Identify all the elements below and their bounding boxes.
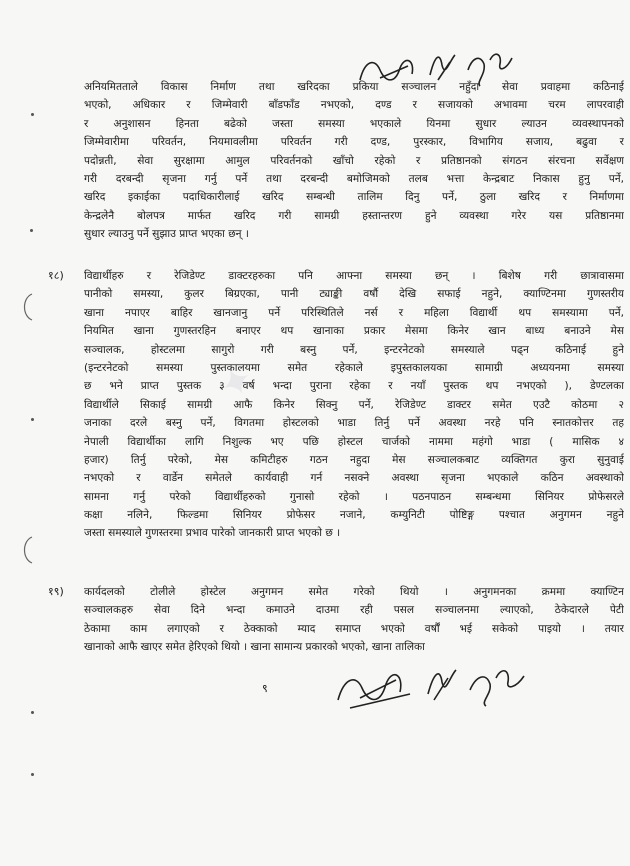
intro-paragraph [84,78,624,244]
item-19-line: कार्यदलको टोलीले होस्टेल अनुगमन समेत गरेको थियो । अनुगमनका क्रममा क्याण्टिन [84,586,624,598]
item-18-line: जनाका दरले बस्नु पर्ने, विगतमा होस्टलको भाडा तिर्नु पर्ने अवस्था नरहे पनि स्नातकोत्तर तह [84,417,624,430]
item-18-line: विद्यार्थीले सिकाई सामग्री आफै किनेर सिक्नु पर्ने, रेजिडेण्ट डाक्टर समेत एउटै कोठमा २ [84,398,624,411]
item-number-19: १९) [48,585,64,598]
margin-dot [31,113,34,116]
item-18-line: जस्ता समस्याले गुणस्तरमा प्रभाव पारेको जानकारी प्राप्त भएको छ । [84,527,341,540]
watermark: ✦ [211,354,263,412]
item-19-line: सञ्चालकहरु सेवा दिने भन्दा कमाउने दाउमा रही पसल सञ्चालनमा ल्याएको, ठेकेदारले पेटी [84,604,624,617]
item-19-line: खानाको आफै खाएर समेत हेरिएको थियो । खाना सामान्य प्रकारको भएको, खाना तालिका [84,641,425,654]
margin-dot [30,229,33,232]
item-18-line: नभएको र वार्डेन समेतले कार्यवाही गर्न नसक्ने अवस्था सृजना भएकाले कठिन अवस्थाको [84,472,624,485]
signature-bottom [330,650,530,720]
item-18-paragraph [84,267,624,543]
item-18-line: नियमित खाना गुणस्तरहिन बनाएर थप खानाका प्रकार मेसमा किनेर खान बाध्य बनाउने मेस [84,325,624,338]
item-19-paragraph [84,583,624,657]
margin-dot [31,418,34,421]
intro-line: र अनुशासन हिनता बढेको जस्ता समस्या भएकाले यिनमा सुधार ल्याउन व्यवस्थापनको [84,117,624,130]
margin-dot [31,773,34,776]
punch-hole-mark [20,535,34,565]
punch-hole-mark [20,292,34,322]
item-18-line: छ भने प्राप्त पुस्तक ३ वर्ष भन्दा पुराना रहेका र नयाँ पुस्तक थप नभएको ), डेण्टलका [84,380,624,393]
item-number-18: १८) [48,269,64,282]
intro-line: गरी दरबन्दी सृजना गर्नु पर्ने तथा दरबन्दी बमोजिमको तलब भत्ता केन्द्रबाट निकास हुनु पर्ने, [84,172,624,185]
item-18-line: नेपाली विद्यार्थीका लागि निशुल्क भए पछि होस्टल चार्जको नाममा महंगो भाडा ( मासिक ४ [84,435,624,448]
intro-line: केन्द्रलेनै बोलपत्र मार्फत खरिद गरी सामग्री हस्तान्तरण हुने व्यवस्था गरेर यस प्रतिष्ठानमा [84,209,624,222]
item-18-line: पानीको समस्या, कुलर बिग्रएका, पानी ट्याङ्की वर्षौ देखि सफाई नहुने, क्याण्टिनमा गुणस्तरीय [84,288,624,301]
item-18-line: खाना नपाएर बाहिर खानजानु पर्ने परिस्थितिले नर्स र महिला विद्यार्थी थप समस्यामा पर्ने, [84,306,624,319]
margin-dot [31,711,34,714]
intro-line: सुधार ल्याउनु पर्ने सुझाउ प्राप्त भएका छन् । [84,228,249,241]
item-18-line: हजार) तिर्नु परेको, मेस कमिटीहरु गठन नहुदा मेस सञ्चालकबाट व्यक्तिगत कुरा सुनुवाई [84,453,624,466]
intro-line: जिम्मेवारीमा परिवर्तन, नियमावलीमा परिवर्तन गरी दण्ड, पुरस्कार, विभागिय सजाय, बढुवा र [84,136,624,149]
intro-line: खरिद इकाईका पदाधिकारीलाई खरिद सम्बन्धी तालिम दिनु पर्ने, ठुला खरिद र निर्माणमा [84,191,624,204]
page-number: ९ [262,682,268,695]
intro-line: भएको, अधिकार र जिम्मेवारी बाँडफाँड नभएको, दण्ड र सजायको अभावमा चरम लापरवाही [84,99,624,112]
item-18-line: (इन्टरनेटको समस्या पुस्तकालयमा समेत रहेकाले इपुस्तकालयका सामाग्री अध्ययनमा समस्या [84,361,624,374]
intro-line: पदोन्नती, सेवा सुरक्षामा आमुल परिवर्तनको खाँचो रहेको र प्रतिष्ठानको संगठन संरचना सर्वेक्षण [84,154,624,167]
item-18-line: विद्यार्थीहरु र रेजिडेण्ट डाक्टरहरुका पनि आफ्ना समस्या छन् । बिशेष गरी छात्रावासमा [84,270,624,282]
intro-line: अनियमितताले विकास निर्माण तथा खरिदका प्रकिया सञ्चालन नहुँदा सेवा प्रवाहमा कठिनाई [84,81,624,93]
item-18-line: कक्षा नलिने, फिल्डमा सिनियर प्रोफेसर नजाने, कम्युनिटी पोष्टिङ्ग पश्चात अनुगमन नहुने [84,509,624,522]
item-18-line: सामना गर्नु परेको विद्यार्थीहरुको गुनासो रहेको । पठनपाठन सम्बन्धमा सिनियर प्रोफेसरले [84,490,624,503]
item-19-line: ठेकामा काम लगाएको र ठेक्काको म्याद समाप्त भएको वर्षौं भई सकेको पाइयो । तयार [84,622,624,635]
item-18-line: सञ्चालक, होस्टलमा सागुरो गरी बस्नु पर्ने, इन्टरनेटको समस्याले पढ्न कठिनाई हुने [84,343,624,356]
